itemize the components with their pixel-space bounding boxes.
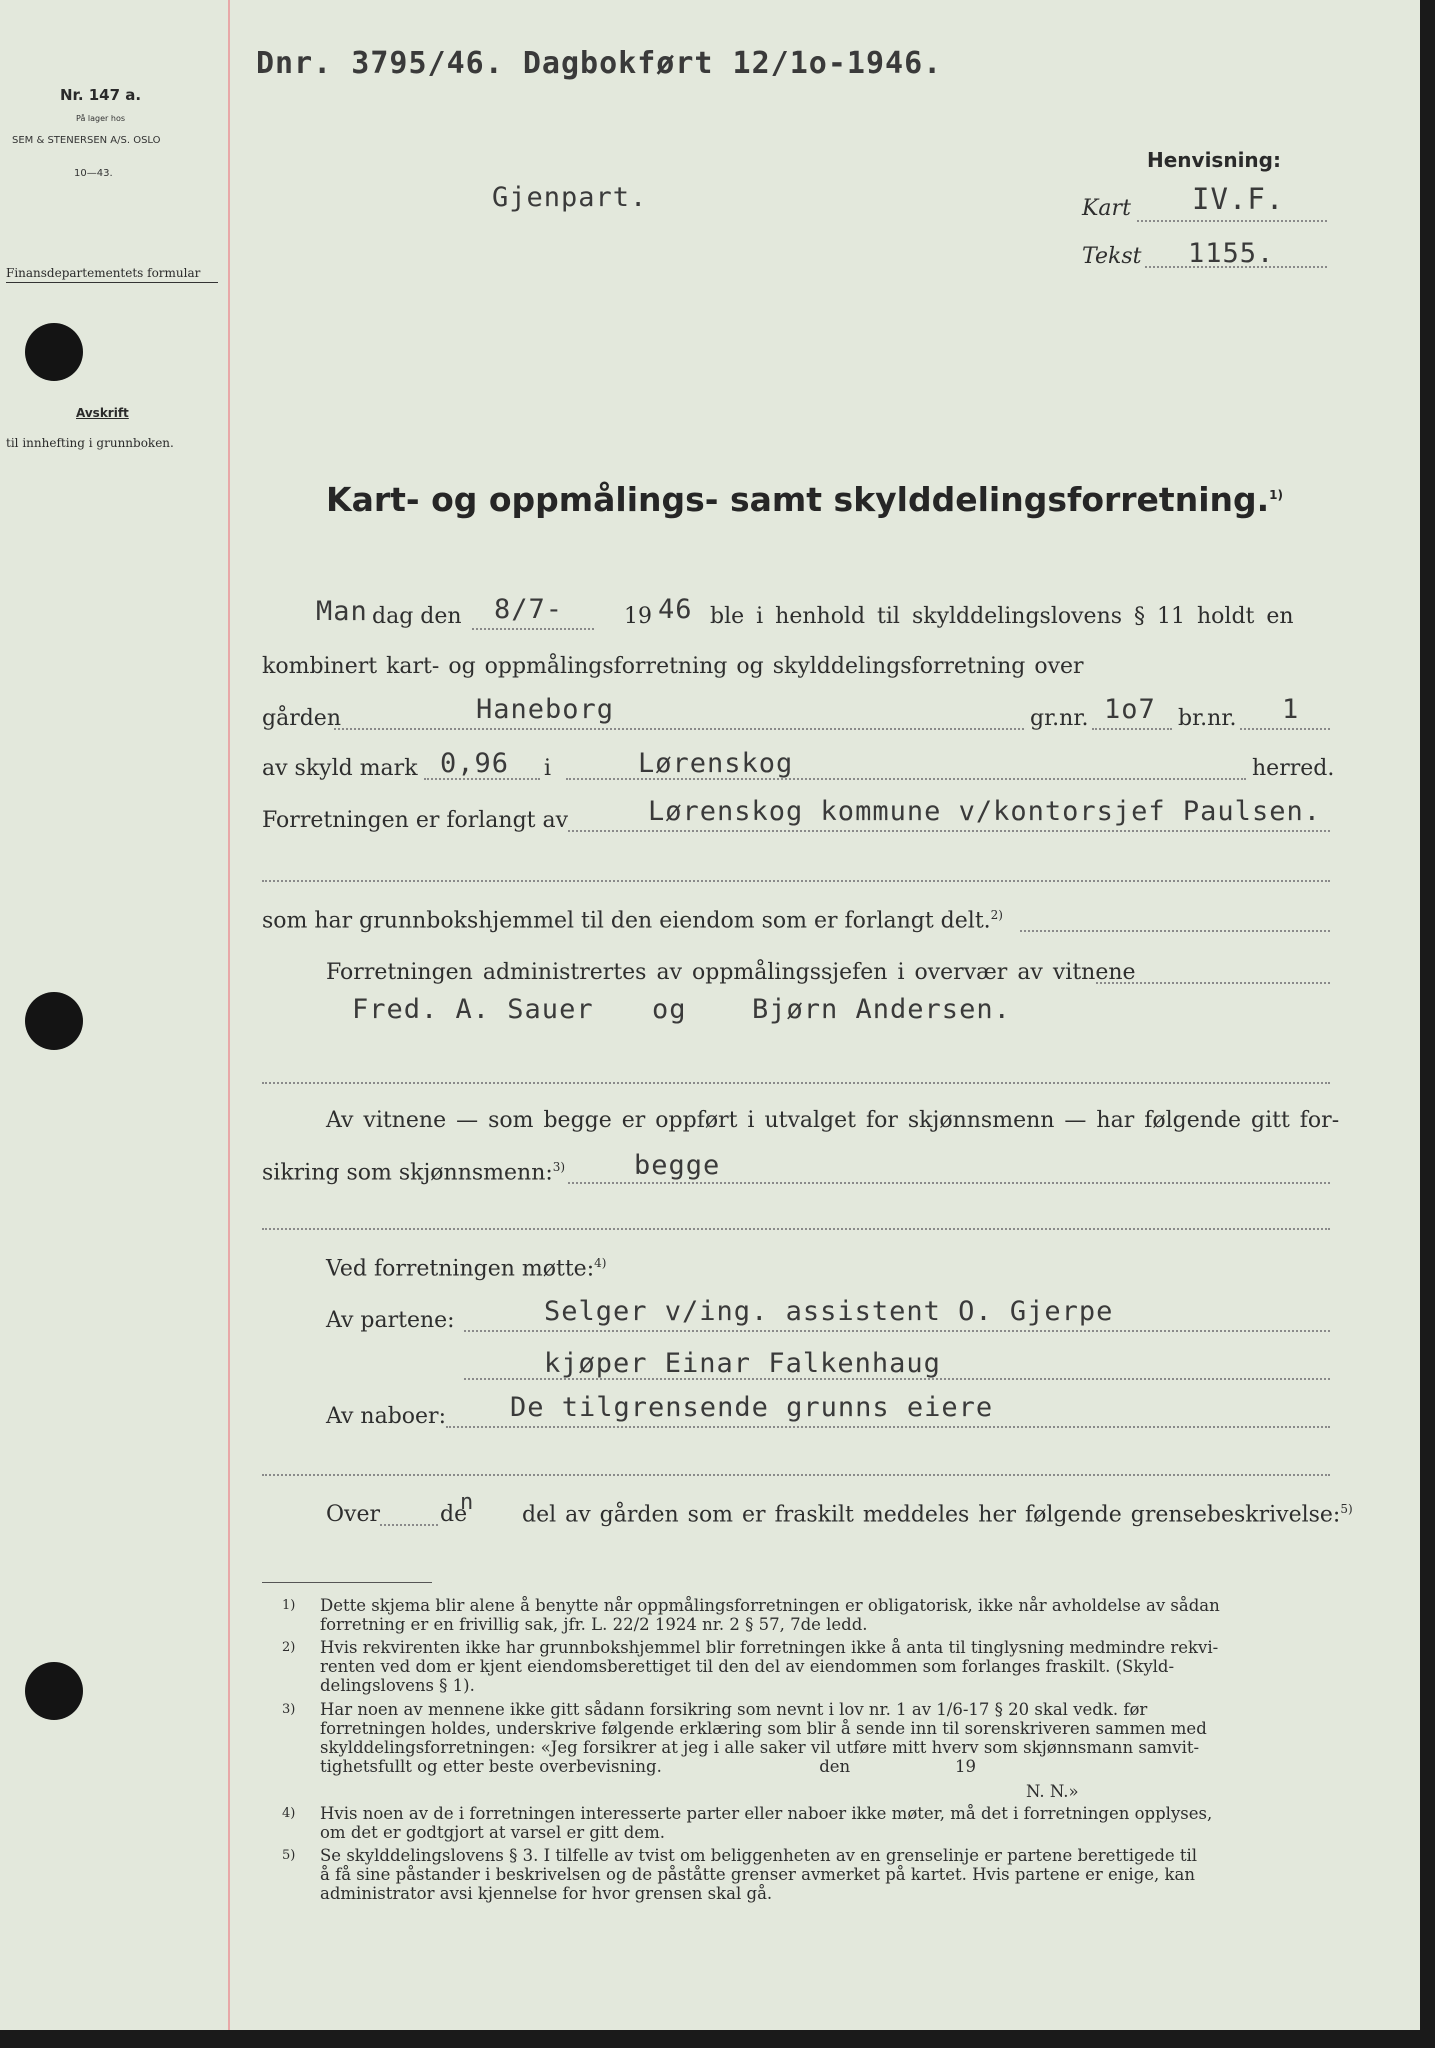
footnote-line: N. N.» [1026,1782,1079,1801]
kart-value: IV.F. [1192,182,1285,216]
grunnbok-text: som har grunnbokshjemmel til den eiendom som er forlangt delt. [262,908,991,934]
skyld-label: av skyld mark [262,756,418,781]
page-title [326,480,1283,519]
punch-hole [25,323,83,381]
dag-label: dag den [372,604,462,629]
footnote-line: administrator avsi kjennelse for hvor grensen skal gå. [320,1884,773,1903]
footnote-signature [1026,1782,1126,1801]
over-line [380,1524,438,1526]
avskrift-note: til innhefting i grunnboken. [6,436,174,450]
footnote-line: å få sine påstander i beskrivelsen og de påståtte grenser avmerket på kartet. Hvis partene er enige, kan [320,1865,1195,1884]
brnr-label: br.nr. [1178,706,1237,731]
blank-line [262,1474,1330,1476]
punch-hole [25,1662,83,1720]
footnote-number: 5) [282,1848,296,1863]
motte-note: 4) [594,1256,607,1270]
skjonn-value: begge [634,1150,721,1181]
partene-line [464,1330,1330,1332]
century-label: 19 [624,604,652,629]
publisher-line: På lager hos [76,114,125,123]
footnote-number: 2) [282,1640,296,1655]
footnote-1 [282,1596,1330,1634]
footnote-line: forretning er en frivillig sak, jfr. L. 22/2 1924 nr. 2 § 57, 7de ledd. [320,1615,868,1634]
grnr-value: 1o7 [1104,694,1156,725]
punch-hole [25,992,83,1050]
brnr-value: 1 [1282,694,1300,725]
gjenpart-label: Gjenpart. [492,182,648,213]
print-date: 10—43. [74,168,113,179]
garden-line [334,728,1024,730]
over-note: 5) [1340,1502,1353,1516]
publisher-name: SEM & STENERSEN A/S. OSLO [12,135,161,146]
skjonn-text: Av vitnene — som begge er oppført i utvalget for skjønnsmenn — har følgende gitt for- [326,1108,1340,1133]
grunnbok-line [1020,930,1330,932]
herred-value: Lørenskog [638,748,794,779]
blank-line [262,1082,1330,1084]
over-text: del av gården som er fraskilt meddeles her følgende grensebeskrivelse: [522,1502,1341,1528]
footnote-line: om det er godtgjort at varsel er gitt dem. [320,1823,665,1842]
blank-line [262,880,1330,882]
garden-value: Haneborg [476,694,615,725]
vitne2-value: Bjørn Andersen. [752,994,1011,1025]
date-line [472,628,594,630]
margin-line [228,0,230,2030]
footnote-5 [282,1846,1330,1903]
forlangt-label: Forretningen er forlangt av [262,808,569,833]
footnote-line: forretningen holdes, underskrive følgende erklæring som blir å sende inn til sorenskriveren sammen med [320,1719,1207,1738]
admin-text: Forretningen administrertes av oppmålingssjefen i overvær av vitnene [326,960,1136,985]
i-label: i [544,756,552,781]
forlangt-line [568,830,1330,832]
divider [6,282,218,283]
year-value: 46 [658,594,693,625]
partene-value-1: Selger v/ing. assistent O. Gjerpe [544,1296,1114,1327]
title-text: Kart- og oppmålings- samt skylddelingsforretning. [326,480,1270,519]
footnote-line: Hvis rekvirenten ikke har grunnbokshjemmel blir forretningen ikke å anta til tinglysning medmindre rekvi- [320,1638,1219,1657]
over-suffix: n [460,1490,475,1515]
skjonn-text-2: sikring som skjønnsmenn: [262,1160,553,1186]
brnr-line [1240,728,1330,730]
footnote-line: Har noen av mennene ikke gitt sådann forsikring som nevnt i lov nr. 1 av 1/6-17 § 20 skal vedk. før [320,1700,1148,1719]
line1-text: ble i henhold til skylddelingslovens § 11 holdt en [710,604,1294,629]
footnote-2 [282,1638,1330,1695]
partene-label: Av partene: [326,1308,455,1333]
footnote-line: tighetsfullt og etter beste overbevisning. den 19 [320,1757,977,1776]
footnote-4 [282,1804,1330,1842]
weekday-value: Man [316,596,368,627]
skjonn-line [568,1182,1330,1184]
tekst-label: Tekst [1082,244,1142,269]
henvisning-label: Henvisning: [1147,148,1281,172]
kart-label: Kart [1082,196,1131,221]
vitne1-value: Fred. A. Sauer [352,994,594,1025]
date-value: 8/7- [494,594,564,625]
garden-label: gården [262,706,341,731]
herred-label: herred. [1252,756,1335,781]
admin-line [1096,982,1330,984]
partene-value-2: kjøper Einar Falkenhaug [544,1348,941,1379]
title-note: 1) [1269,488,1284,502]
naboer-value: De tilgrensende grunns eiere [510,1392,994,1423]
avskrift-label: Avskrift [76,406,129,420]
footnote-3 [282,1700,1330,1776]
motte-text: Ved forretningen møtte: [326,1256,595,1282]
footnote-line: Dette skjema blir alene å benytte når oppmålingsforretningen er obligatorisk, ikke når avholdelse av sådan [320,1596,1220,1615]
grunnbok-note: 2) [990,908,1003,922]
naboer-label: Av naboer: [326,1404,446,1429]
line2-text: kombinert kart- og oppmålingsforretning og skylddelingsforretning over [262,654,1084,679]
form-owner: Finansdepartementets formular [6,266,201,280]
footnote-line: Hvis noen av de i forretningen interesserte parter eller naboer ikke møter, må det i forretningen opplyses, [320,1804,1213,1823]
skjonn-note: 3) [552,1160,566,1174]
footnote-line: Se skylddelingslovens § 3. I tilfelle av tvist om beliggenheten av en grenselinje er partene berettigede til [320,1846,1198,1865]
form-number: Nr. 147 a. [60,86,142,104]
over-label: Over [326,1502,381,1527]
footnote-divider [262,1582,432,1583]
grnr-line [1092,728,1172,730]
over-de: de [440,1502,468,1527]
footnote-number: 3) [282,1702,296,1717]
og-value: og [652,994,687,1025]
blank-line [262,1228,1330,1230]
skyld-value: 0,96 [440,748,510,779]
kart-line [1137,220,1327,222]
forlangt-value: Lørenskog kommune v/kontorsjef Paulsen. [648,796,1321,827]
grnr-label: gr.nr. [1030,706,1089,731]
footnote-number: 1) [282,1598,296,1613]
footnote-line: skylddelingsforretningen: «Jeg forsikrer at jeg i alle saker vil utføre mitt hverv som skjønnsmann samvit- [320,1738,1200,1757]
footnote-line: renten ved dom er kjent eiendomsberettiget til den del av eiendommen som forlanges fraskilt. (Skyld- [320,1657,1175,1676]
tekst-value: 1155. [1188,238,1275,269]
naboer-line [446,1426,1330,1428]
footnote-number: 4) [282,1806,296,1821]
footnote-line: delingslovens § 1). [320,1676,475,1695]
journal-number: Dnr. 3795/46. Dagbokført 12/1o-1946. [256,46,943,81]
